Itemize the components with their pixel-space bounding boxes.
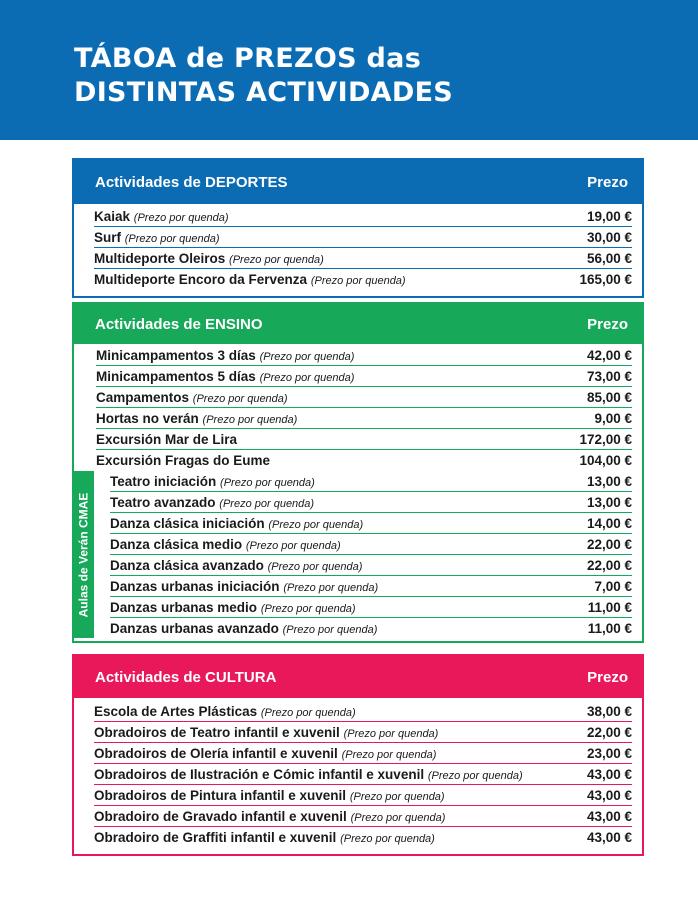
- activity-name: [94, 725, 438, 740]
- price-row: [96, 366, 632, 387]
- price-row: [110, 513, 632, 534]
- activity-name-text: Hortas no verán: [96, 410, 199, 426]
- price-row: [94, 785, 632, 806]
- page-title: [74, 42, 453, 110]
- price-column-header: Prezo: [587, 315, 628, 333]
- activity-name: [96, 369, 354, 384]
- activity-name: [110, 579, 378, 594]
- section-heading: Actividades de DEPORTES: [95, 173, 288, 191]
- price-row: [96, 387, 632, 408]
- activity-price: 19,00 €: [586, 208, 632, 224]
- price-row: [94, 806, 632, 827]
- activity-name-text: Obradoiro de Graffiti infantil e xuvenil: [94, 830, 337, 845]
- section-cultura-header: [74, 656, 642, 698]
- activity-name-text: Danza clásica avanzado: [110, 557, 264, 573]
- activity-name: [110, 600, 356, 615]
- activity-price: 11,00 €: [587, 621, 632, 636]
- section-heading: Actividades de CULTURA: [95, 668, 277, 686]
- price-row: [110, 576, 632, 597]
- activity-price: 22,00 €: [586, 557, 632, 573]
- activity-note: (Prezo por quenda): [219, 497, 315, 510]
- price-row: [94, 248, 632, 269]
- section-heading: Actividades de ENSINO: [95, 315, 263, 333]
- activity-note: (Prezo por quenda): [229, 253, 324, 266]
- section-cultura: [72, 654, 644, 856]
- activity-name-text: Obradoiros de Pintura infantil e xuvenil: [94, 787, 347, 803]
- activity-note: (Prezo por quenda): [124, 232, 220, 245]
- activity-price: 56,00 €: [586, 250, 632, 266]
- price-row: [96, 345, 632, 366]
- activity-name-text: Obradoiros de Olería infantil e xuvenil: [94, 745, 338, 761]
- activity-name: [94, 230, 220, 245]
- activity-price: 104,00 €: [579, 453, 632, 468]
- section-ensino-header: [74, 304, 642, 344]
- activity-price: 13,00 €: [586, 494, 632, 510]
- price-row: [94, 701, 632, 722]
- activity-name-text: Obradoiros de Ilustración e Cómic infantil e xuvenil: [94, 766, 425, 782]
- price-list: [74, 698, 642, 854]
- activity-name: [110, 474, 315, 489]
- activity-note: (Prezo por quenda): [260, 602, 356, 615]
- price-row: [94, 722, 632, 743]
- activity-price: 172,00 €: [579, 431, 632, 447]
- activity-note: (Prezo por quenda): [192, 392, 288, 405]
- activity-name: [94, 788, 445, 803]
- activity-name-text: Danzas urbanas iniciación: [110, 578, 280, 594]
- page-title-line-2: DISTINTAS ACTIVIDADES: [74, 77, 454, 108]
- activity-name-text: Kaiak: [94, 208, 131, 224]
- price-row: [94, 206, 632, 227]
- activity-name: [94, 746, 436, 761]
- activity-name-text: Danza clásica medio: [110, 536, 243, 552]
- price-row: [110, 597, 632, 618]
- ensino-items: [96, 345, 632, 471]
- activity-price: 73,00 €: [586, 368, 632, 384]
- activity-name-text: Danza clásica iniciación: [110, 515, 265, 531]
- activity-price: 165,00 €: [579, 272, 632, 287]
- section-ensino: [72, 302, 644, 643]
- activity-note: (Prezo por quenda): [220, 476, 315, 489]
- activity-note: (Prezo por quenda): [259, 350, 355, 363]
- activity-note: (Prezo por quenda): [340, 833, 435, 845]
- section-deportes: [72, 158, 644, 298]
- activity-name: [94, 209, 229, 224]
- activity-name-text: Obradoiros de Teatro infantil e xuvenil: [94, 724, 340, 740]
- activity-note: (Prezo por quenda): [310, 275, 406, 287]
- activity-name-text: Multideporte Encoro da Fervenza: [94, 272, 308, 287]
- activity-name-text: Teatro avanzado: [110, 494, 216, 510]
- activity-price: 38,00 €: [586, 703, 632, 719]
- activity-name-text: Teatro iniciación: [110, 473, 217, 489]
- activity-note: (Prezo por quenda): [427, 769, 523, 782]
- price-column-header: Prezo: [587, 668, 628, 686]
- activity-note: (Prezo por quenda): [260, 706, 356, 719]
- price-row: [94, 227, 632, 248]
- price-row: [96, 408, 632, 429]
- activity-name-text: Multideporte Oleiros: [94, 250, 226, 266]
- activity-name: [110, 516, 363, 531]
- price-row: [94, 827, 632, 848]
- activity-note: (Prezo por quenda): [343, 727, 439, 740]
- header-banner: [0, 0, 698, 140]
- activity-price: 11,00 €: [587, 599, 632, 615]
- activity-name: [94, 251, 324, 266]
- activity-name: [110, 537, 341, 552]
- price-row: [94, 743, 632, 764]
- activity-name: [96, 411, 297, 426]
- activity-price: 42,00 €: [586, 347, 632, 363]
- price-row: [94, 764, 632, 785]
- activity-note: (Prezo por quenda): [268, 518, 364, 531]
- activity-name-text: Minicampamentos 3 días: [96, 347, 256, 363]
- activity-note: (Prezo por quenda): [341, 748, 437, 761]
- activity-note: (Prezo por quenda): [350, 811, 446, 824]
- page-title-line-1: TÁBOA de PREZOS das: [74, 43, 422, 74]
- cmae-vertical-label: [72, 471, 94, 638]
- activity-note: (Prezo por quenda): [202, 413, 298, 426]
- activity-note: (Prezo por quenda): [259, 371, 355, 384]
- activity-name-text: Surf: [94, 229, 121, 245]
- cmae-label-text: Aulas de Verán CMAE: [76, 492, 90, 617]
- activity-name: [110, 495, 314, 510]
- activity-price: 9,00 €: [594, 410, 632, 426]
- activity-price: 85,00 €: [586, 389, 632, 405]
- activity-name: [94, 830, 435, 845]
- activity-note: (Prezo por quenda): [283, 581, 379, 594]
- activity-name-text: Excursión Fragas do Eume: [96, 453, 271, 468]
- activity-price: 43,00 €: [586, 766, 632, 782]
- price-list: [74, 204, 642, 296]
- activity-name: [110, 558, 362, 573]
- activity-name: [110, 621, 377, 636]
- cmae-group: [76, 471, 632, 639]
- activity-name: [94, 704, 356, 719]
- activity-name: [96, 390, 288, 405]
- activity-note: (Prezo por quenda): [349, 790, 445, 803]
- section-deportes-header: [74, 160, 642, 204]
- activity-name: [94, 767, 523, 782]
- activity-note: (Prezo por quenda): [133, 211, 229, 224]
- activity-name-text: Danzas urbanas medio: [110, 599, 258, 615]
- activity-price: 30,00 €: [586, 229, 632, 245]
- activity-note: (Prezo por quenda): [267, 560, 363, 573]
- price-column-header: Prezo: [587, 173, 628, 191]
- activity-name: [94, 809, 445, 824]
- activity-name: [96, 453, 270, 468]
- activity-note: (Prezo por quenda): [245, 539, 341, 552]
- activity-name-text: Obradoiro de Gravado infantil e xuvenil: [94, 808, 347, 824]
- activity-name: [96, 348, 354, 363]
- activity-name-text: Minicampamentos 5 días: [96, 368, 256, 384]
- price-row: [110, 534, 632, 555]
- price-row: [110, 555, 632, 576]
- price-row: [110, 618, 632, 639]
- activity-price: 13,00 €: [586, 473, 632, 489]
- activity-name: [94, 272, 406, 287]
- activity-price: 22,00 €: [586, 724, 632, 740]
- activity-price: 14,00 €: [586, 515, 632, 531]
- activity-name-text: Excursión Mar de Lira: [96, 431, 238, 447]
- price-row: [110, 492, 632, 513]
- activity-name: [96, 432, 237, 447]
- price-list: [74, 344, 642, 639]
- activity-price: 7,00 €: [594, 578, 632, 594]
- cmae-items: [110, 471, 632, 639]
- price-row: [110, 471, 632, 492]
- activity-price: 43,00 €: [586, 808, 632, 824]
- activity-price: 43,00 €: [586, 830, 632, 845]
- price-row: [96, 429, 632, 450]
- activity-price: 43,00 €: [586, 787, 632, 803]
- activity-name-text: Escola de Artes Plásticas: [94, 703, 258, 719]
- activity-price: 22,00 €: [586, 536, 632, 552]
- activity-note: (Prezo por quenda): [282, 624, 378, 636]
- activity-name-text: Campamentos: [96, 389, 190, 405]
- price-row: [96, 450, 632, 471]
- activity-price: 23,00 €: [586, 745, 632, 761]
- price-row: [94, 269, 632, 290]
- activity-name-text: Danzas urbanas avanzado: [110, 621, 279, 636]
